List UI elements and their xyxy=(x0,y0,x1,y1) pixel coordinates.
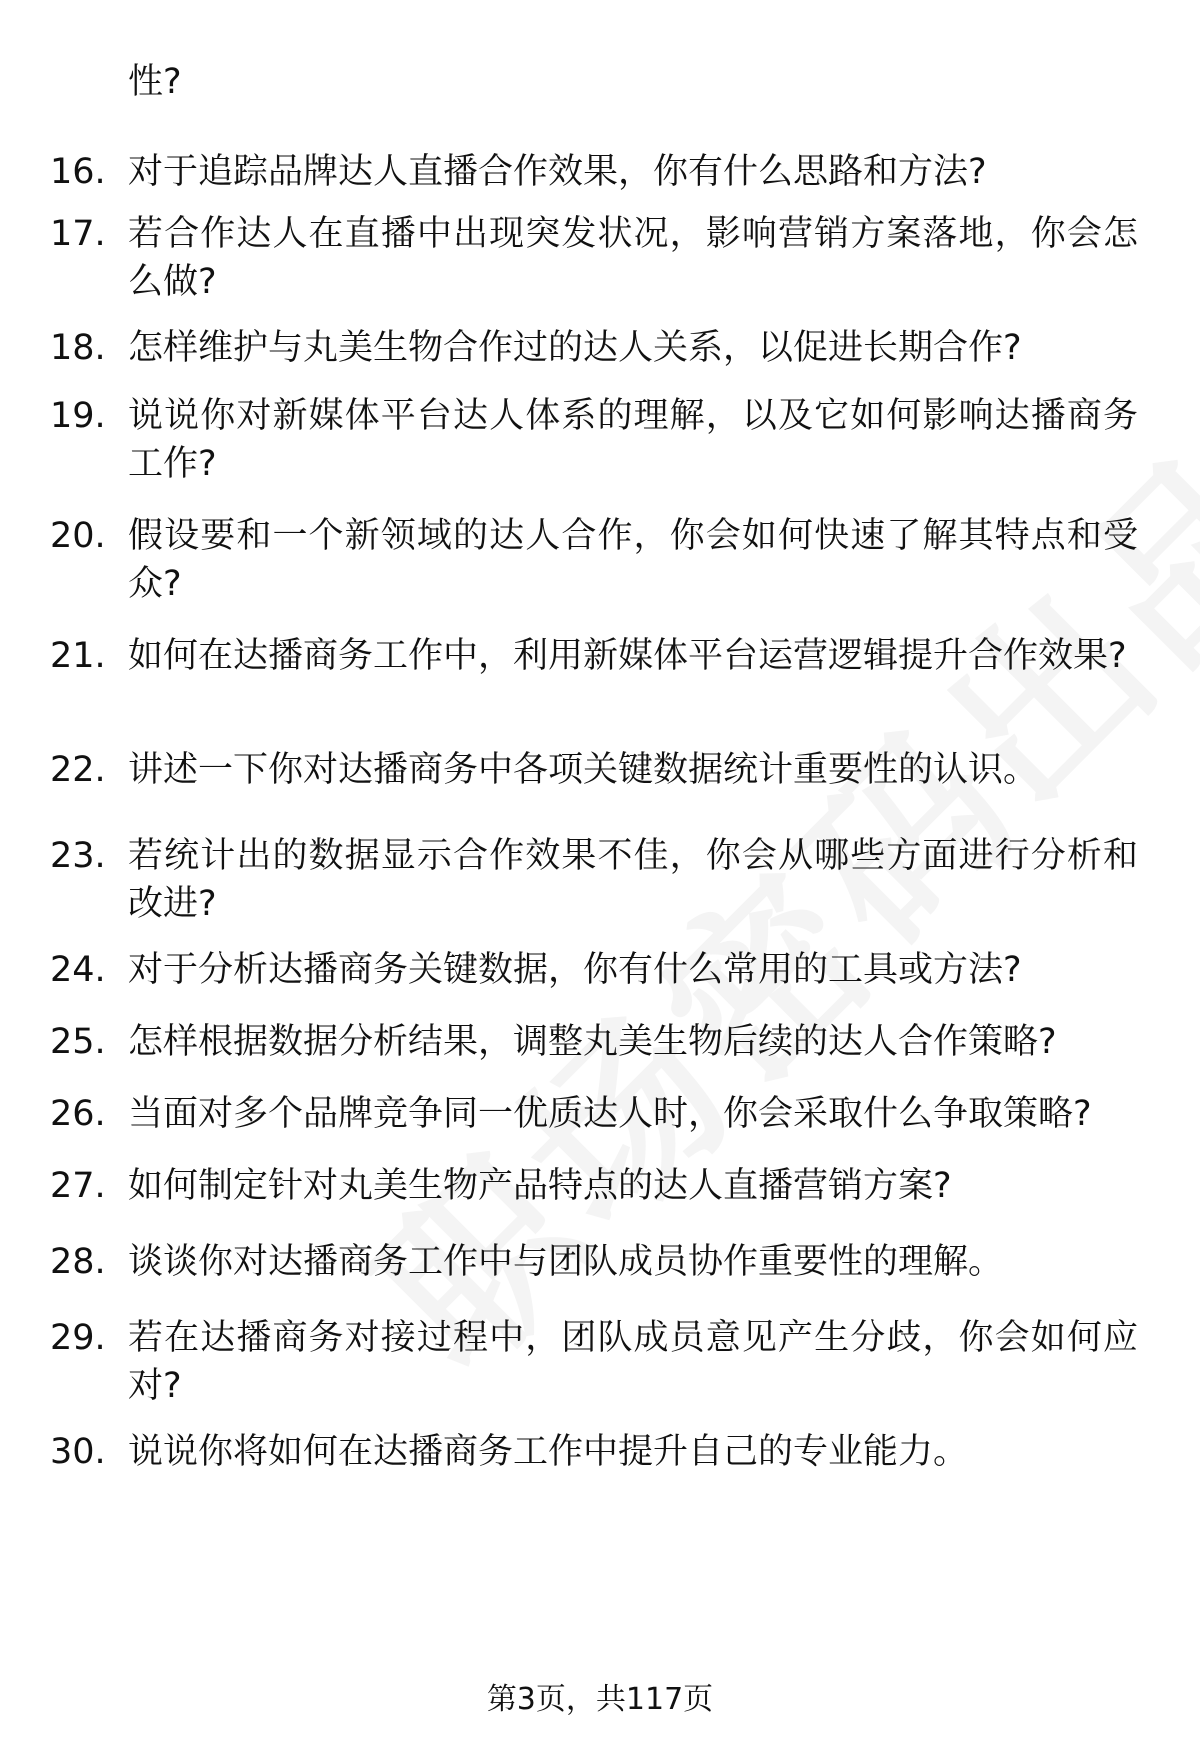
question-text: 怎样根据数据分析结果，调整丸美生物后续的达人合作策略? xyxy=(128,1022,1057,1062)
question-text: 对于追踪品牌达人直播合作效果，你有什么思路和方法? xyxy=(128,152,987,192)
question-text: 说说你对新媒体平台达人体系的理解，以及它如何影响达播商务工作? xyxy=(128,396,1138,484)
question-number: 20. xyxy=(50,516,106,556)
question-text: 当面对多个品牌竞争同一优质达人时，你会采取什么争取策略? xyxy=(128,1094,1092,1134)
question-number: 23. xyxy=(50,836,106,876)
question-text: 若统计出的数据显示合作效果不佳，你会从哪些方面进行分析和改进? xyxy=(128,836,1138,924)
question-text: 谈谈你对达播商务工作中与团队成员协作重要性的理解。 xyxy=(128,1242,1004,1282)
question-number: 25. xyxy=(50,1022,106,1062)
question-text: 讲述一下你对达播商务中各项关键数据统计重要性的认识。 xyxy=(128,750,1039,790)
question-number: 30. xyxy=(50,1432,106,1472)
question-text: 假设要和一个新领域的达人合作，你会如何快速了解其特点和受众? xyxy=(128,516,1138,604)
continuation-text: 性? xyxy=(128,62,182,102)
question-number: 26. xyxy=(50,1094,106,1134)
question-number: 18. xyxy=(50,328,106,368)
question-number: 22. xyxy=(50,750,106,790)
question-text: 如何制定针对丸美生物产品特点的达人直播营销方案? xyxy=(128,1166,952,1206)
question-number: 19. xyxy=(50,396,106,436)
question-number: 17. xyxy=(50,214,106,254)
page-footer: 第3页，共117页 xyxy=(486,1682,714,1717)
question-text: 如何在达播商务工作中，利用新媒体平台运营逻辑提升合作效果? xyxy=(128,636,1127,676)
question-number: 27. xyxy=(50,1166,106,1206)
question-number: 16. xyxy=(50,152,106,192)
question-text: 对于分析达播商务关键数据，你有什么常用的工具或方法? xyxy=(128,950,1022,990)
question-number: 29. xyxy=(50,1318,106,1358)
question-number: 21. xyxy=(50,636,106,676)
question-text: 说说你将如何在达播商务工作中提升自己的专业能力。 xyxy=(128,1432,969,1472)
question-number: 24. xyxy=(50,950,106,990)
question-text: 怎样维护与丸美生物合作过的达人关系，以促进长期合作? xyxy=(128,328,1022,368)
question-text: 若在达播商务对接过程中，团队成员意见产生分歧，你会如何应对? xyxy=(128,1318,1138,1406)
question-text: 若合作达人在直播中出现突发状况，影响营销方案落地，你会怎么做? xyxy=(128,214,1138,302)
question-number: 28. xyxy=(50,1242,106,1282)
